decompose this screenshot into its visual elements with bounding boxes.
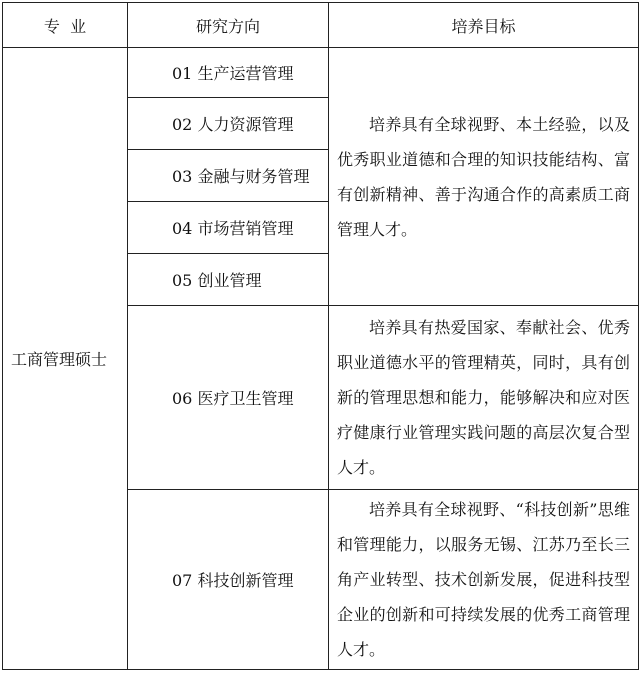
direction-cell: 03 金融与财务管理 [128,150,329,202]
direction-cell: 05 创业管理 [128,254,329,306]
header-major: 专 业 [3,3,128,48]
goal-text: 培养具有全球视野、本土经验，以及优秀职业道德和合理的知识技能结构、富有创新精神、善于沟通合作的高素质工商管理人才。 [337,114,630,239]
header-goal: 培养目标 [329,3,639,48]
major-cell: 工商管理硕士 [3,48,128,670]
table-row [3,48,639,98]
direction-cell: 06 医疗卫生管理 [128,306,329,490]
goal-text: 培养具有热爱国家、奉献社会、优秀职业道德水平的管理精英，同时，具有创新的管理思想和能力，能够解决和应对医疗健康行业管理实践问题的高层次复合型人才。 [337,318,630,477]
goal-text: 培养具有全球视野、“科技创新”思维和管理能力，以服务无锡、江苏乃至长三角产业转型、技术创新发展，促进科技型企业的创新和可持续发展的优秀工商管理人才。 [337,500,630,659]
goal-cell [329,306,639,490]
direction-cell: 07 科技创新管理 [128,490,329,670]
header-row [3,3,639,48]
direction-cell: 02 人力资源管理 [128,98,329,150]
goal-cell [329,490,639,670]
program-table [2,2,639,670]
goal-cell [329,48,639,306]
header-direction: 研究方向 [128,3,329,48]
direction-cell: 04 市场营销管理 [128,202,329,254]
direction-cell: 01 生产运营管理 [128,48,329,98]
